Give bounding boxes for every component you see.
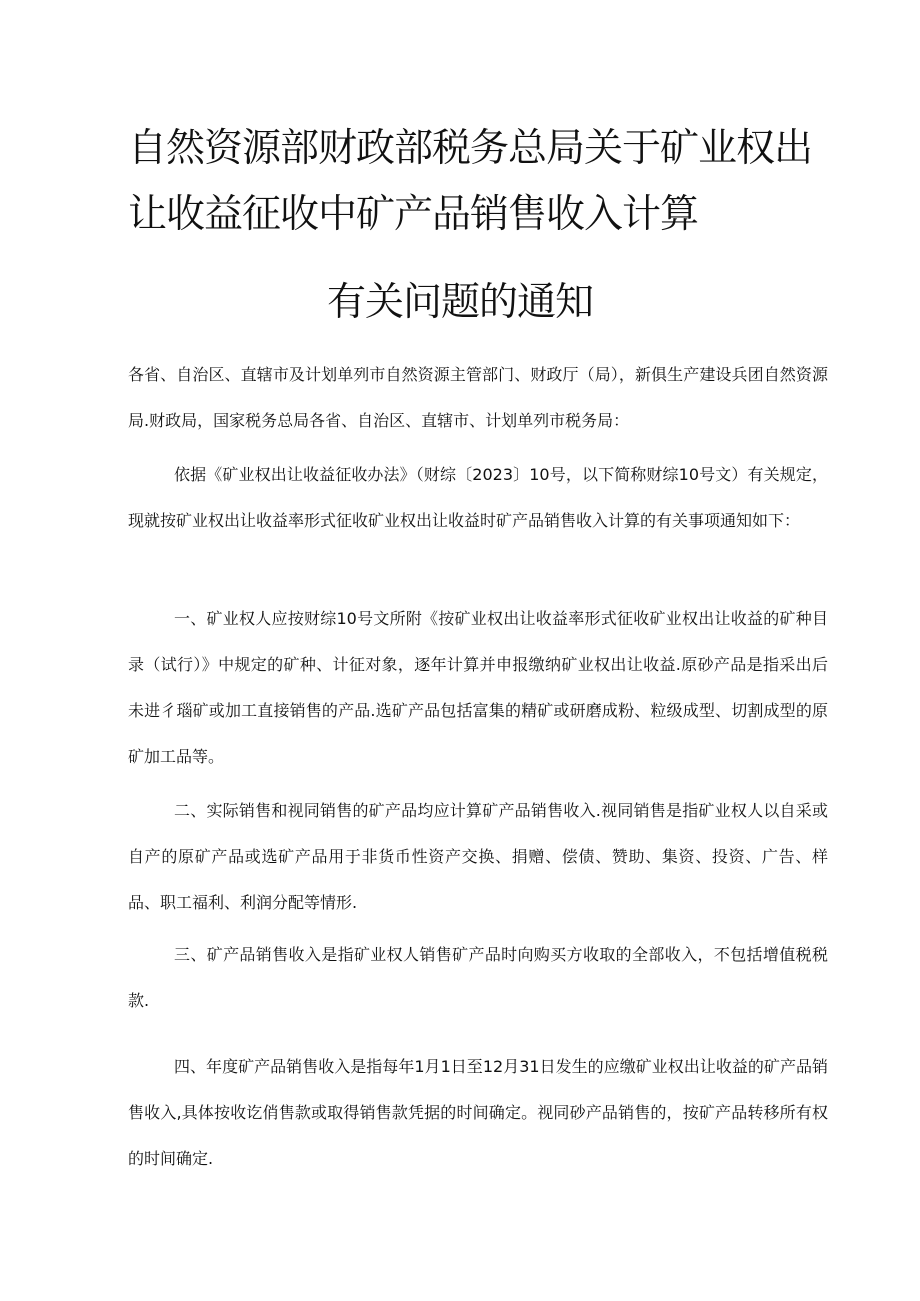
basis-paragraph: 依据《矿业权出让收益征收办法》（财综〔2023〕10号，以下简称财综10号文）有关规定，现就按矿业权出让收益率形式征收矿业权出让收益时矿产品销售收入计算的有关事项通知如下： bbox=[128, 465, 828, 530]
item-3-paragraph: 三、矿产品销售收入是指矿业权人销售矿产品时向购买方收取的全部收入，不包括增值税税款. bbox=[128, 945, 828, 1010]
document-title-line-3: 有关问题的通知 bbox=[326, 280, 593, 325]
document-title-line-2: 让收益征收中矿产品销售收入计算 bbox=[128, 192, 699, 237]
item-2-paragraph: 二、实际销售和视同销售的矿产品均应计算矿产品销售收入.视同销售是指矿业权人以自采或自产的原矿产品或选矿产品用于非货币性资产交换、捐赠、偿债、赞助、集资、投资、广告、样品、职工福利、利润分配等情形. bbox=[128, 801, 828, 912]
item-4-paragraph: 四、年度矿产品销售收入是指每年1月1日至12月31日发生的应缴矿业权出让收益的矿产品销售收入,具体按收讫俏售款或取得销售款凭据的时间确定。视同砂产品销售的，按矿产品转移所有权的时间确定. bbox=[128, 1057, 828, 1168]
addressee-paragraph: 各省、自治区、直辖市及计划单列市自然资源主管部门、财政厅（局），新俱生产建设兵团自然资源局.财政局，国家税务总局各省、自治区、直辖市、计划单列市税务局： bbox=[128, 365, 828, 430]
document-title-line-1: 自然资源部财政部税务总局关于矿业权出 bbox=[128, 126, 813, 171]
item-1-paragraph: 一、矿业权人应按财综10号文所附《按矿业权出让收益率形式征收矿业权出让收益的矿种目录（试行）》中规定的矿种、计征对象，逐年计算并申报缴纳矿业权出让收益.原砂产品是指采出后未进彳瑙矿或加工直接销售的产品.选矿产品包括富集的精矿或研磨成粉、粒级成型、切割成型的原矿加工品等。 bbox=[128, 609, 828, 766]
